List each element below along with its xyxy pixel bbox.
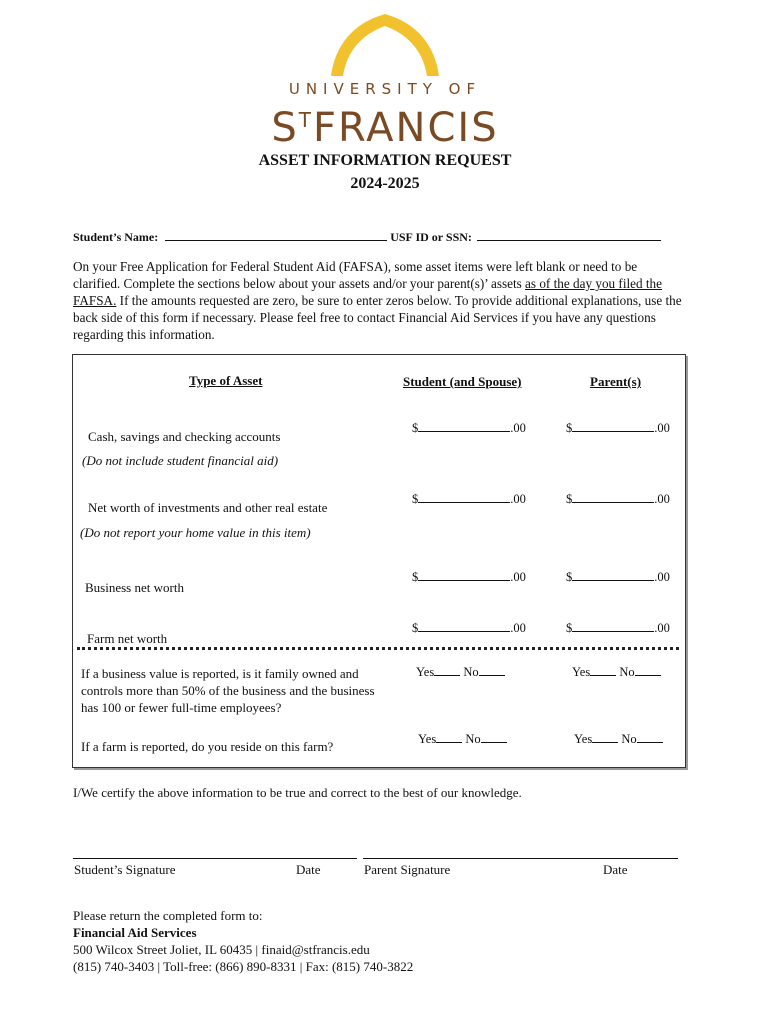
- office-name: Financial Aid Services: [73, 925, 197, 940]
- investments-student-amount[interactable]: $ .00: [412, 492, 526, 506]
- student-id-line: [73, 229, 661, 245]
- parent-signature-label: Parent Signature: [364, 862, 451, 877]
- university-logo-arch: [325, 14, 445, 76]
- cash-parent-amount[interactable]: $ .00: [566, 421, 670, 435]
- header-parent: Parent(s): [590, 374, 642, 389]
- investments-parent-amount[interactable]: $ .00: [566, 492, 670, 506]
- row-business-label: Business net worth: [85, 580, 184, 595]
- student-signature-line[interactable]: [73, 858, 357, 859]
- return-instructions: [73, 907, 413, 975]
- farm-parent-yes-no[interactable]: Yes No: [574, 732, 663, 747]
- row-cash-label: Cash, savings and checking accounts: [88, 429, 281, 444]
- parent-date-label: Date: [603, 862, 628, 877]
- dotted-divider: [77, 647, 679, 650]
- question-reside-on-farm: If a farm is reported, do you reside on this farm?: [81, 739, 334, 754]
- row-farm-label: Farm net worth: [87, 631, 168, 646]
- office-phones: (815) 740-3403 | Toll-free: (866) 890-8331 | Fax: (815) 740-3822: [73, 959, 414, 974]
- form-title: ASSET INFORMATION REQUEST: [258, 152, 512, 169]
- business-parent-yes-no[interactable]: Yes No: [572, 665, 661, 680]
- farm-parent-amount[interactable]: $ .00: [566, 621, 670, 635]
- farm-student-yes-no[interactable]: Yes No: [418, 732, 507, 747]
- business-parent-amount[interactable]: $ .00: [566, 570, 670, 584]
- return-line: Please return the completed form to:: [73, 908, 263, 923]
- question-business-family-owned: If a business value is reported, is it family owned and controls more than 50% of the business and the business has 100 or fewer full-time employees?: [81, 666, 375, 715]
- asset-table: [72, 354, 686, 768]
- row-investments-label: Net worth of investments and other real estate: [88, 500, 328, 515]
- header-student: Student (and Spouse): [403, 374, 522, 389]
- certification-statement: I/We certify the above information to be true and correct to the best of our knowledge.: [73, 785, 522, 800]
- row-cash-note: (Do not include student financial aid): [82, 453, 279, 468]
- office-address: 500 Wilcox Street Joliet, IL 60435 | finaid@stfrancis.edu: [73, 942, 370, 957]
- cash-student-amount[interactable]: $ .00: [412, 421, 526, 435]
- usf-id-label: USF ID or SSN:: [390, 230, 472, 244]
- intro-paragraph: On your Free Application for Federal Student Aid (FAFSA), some asset items were left blank or need to be clarified. Complete the sections below about your assets and/or your parent(s)’ assets as of the day you filed the FAFSA. If the amounts requested are zero, be sure to enter zeros below. To provide additional explanations, use the back side of this form if necessary. Please feel free to contact Financial Aid Services if you have any questions regarding this information.: [73, 259, 682, 342]
- student-name-label: Student’s Name:: [73, 230, 159, 244]
- parent-signature-line[interactable]: [363, 858, 678, 859]
- usf-id-field[interactable]: [477, 229, 661, 241]
- logo-st-francis: $S^TFRANCIS$: [271, 105, 499, 151]
- header-type-of-asset: Type of Asset: [189, 373, 263, 388]
- student-signature-label: Student’s Signature: [74, 862, 176, 877]
- farm-student-amount[interactable]: $ .00: [412, 621, 526, 635]
- student-name-field[interactable]: [165, 229, 387, 241]
- form-year: 2024-2025: [350, 175, 420, 192]
- business-student-amount[interactable]: $ .00: [412, 570, 526, 584]
- logo-university-of: UNIVERSITY OF: [288, 80, 482, 98]
- row-investments-note: (Do not report your home value in this item): [80, 525, 311, 540]
- student-date-label: Date: [296, 862, 321, 877]
- business-student-yes-no[interactable]: Yes No: [416, 665, 505, 680]
